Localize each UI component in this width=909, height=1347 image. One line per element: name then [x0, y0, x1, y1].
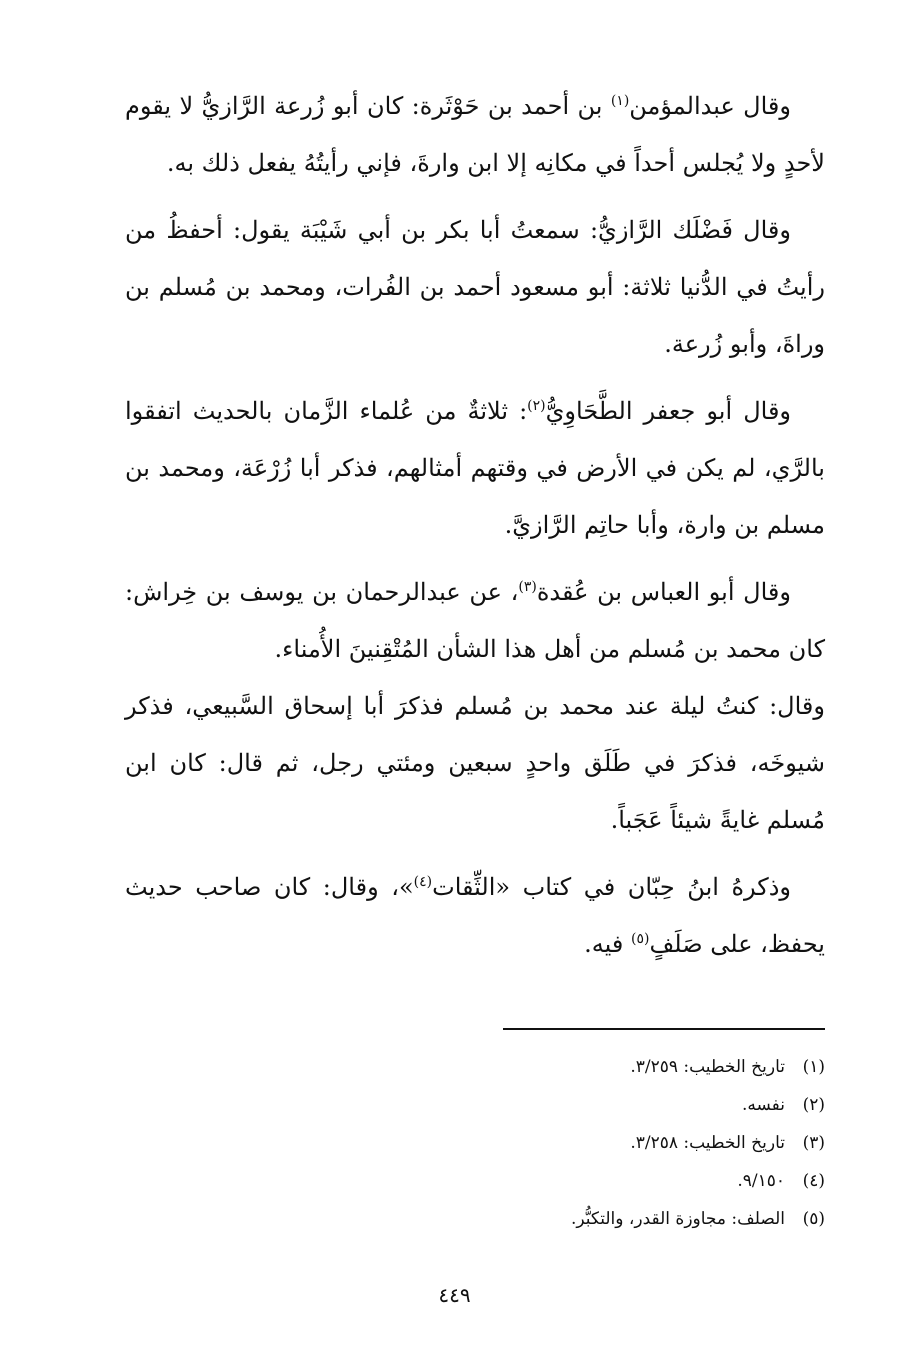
paragraph-4 [125, 564, 825, 678]
paragraph-text: وقال عبدالمؤمن [629, 92, 791, 120]
footnote-text: ٩/١٥٠. [737, 1171, 785, 1191]
footnotes [125, 1048, 825, 1238]
footnote-number: (٤) [802, 1171, 825, 1191]
footnote-ref: (٢) [527, 398, 546, 414]
footnote-ref: (١) [610, 93, 630, 109]
paragraph-text: ، عن عبدالرحمان بن يوسف بن خِراش: كان محمد بن مُسلم من أهل هذا الشأن المُتْقِنينَ الأُمناء. [125, 578, 825, 663]
footnote-number: (٢) [802, 1095, 825, 1115]
paragraph-text: وقال أبو العباس بن عُقدة [536, 578, 791, 606]
paragraph-3 [125, 383, 825, 554]
footnote-item [125, 1086, 825, 1124]
paragraph-text: »، وقال: كان صاحب حديث يحفظ، على صَلَفٍ [125, 873, 825, 958]
paragraph-text: وقال فَضْلَك الرَّازيُّ: سمعتُ أبا بكر بن أبي شَيْبَة يقول: أحفظُ من رأيتُ في الدُّنيا ثلاثة: أبو مسعود أحمد بن الفُرات، ومحمد بن مُسلم بن وراةَ، وأبو زُرعة. [125, 216, 825, 358]
paragraph-text: فيه. [584, 930, 631, 958]
footnote-ref: (٥) [630, 931, 650, 947]
paragraph-text: : ثلاثةٌ من عُلماء الزَّمان بالحديث اتفقوا بالرَّي، لم يكن في الأرض في وقتهم أمثالهم، فذكر أبا زُرْعَة، ومحمد بن مسلم بن وارة، وأبا حاتِم الرَّازيَّ. [125, 397, 825, 539]
page-number: ٤٤٩ [438, 1283, 471, 1307]
paragraph-text: وقال أبو جعفر الطَّحَاوِيُّ [545, 397, 792, 425]
footnote-item [125, 1048, 825, 1086]
footnote-text: تاريخ الخطيب: ٣/٢٥٨. [630, 1133, 785, 1153]
footnote-item [125, 1200, 825, 1238]
paragraph-text: وذكرهُ ابنُ حِبّان في كتاب «الثِّقات [432, 873, 791, 901]
paragraph-6 [125, 859, 825, 973]
paragraph-5 [125, 678, 825, 849]
footnote-text: تاريخ الخطيب: ٣/٢٥٩. [630, 1057, 785, 1077]
footnote-text: نفسه. [741, 1095, 785, 1115]
footnote-number: (٣) [802, 1133, 825, 1153]
footnote-text: الصلف: مجاوزة القدر، والتكبُّر. [570, 1209, 785, 1229]
footnote-item [125, 1162, 825, 1200]
paragraph-text: وقال: كنتُ ليلة عند محمد بن مُسلم فذكرَ أبا إسحاق السَّبيعي، فذكر شيوخَه، فذكرَ في طَلَق واحدٍ سبعين ومئتي رجل، ثم قال: كان ابن مُسلم غايةً شيئاً عَجَباً. [125, 692, 825, 834]
footnote-ref: (٣) [518, 579, 537, 595]
footnote-number: (٥) [802, 1209, 825, 1229]
paragraph-1 [125, 78, 825, 192]
footnote-separator [503, 1028, 825, 1030]
footnote-ref: (٤) [413, 874, 433, 890]
paragraph-2 [125, 202, 825, 373]
footnote-item [125, 1124, 825, 1162]
paragraph-text: بن أحمد بن حَوْثَرة: كان أبو زُرعة الرَّازيُّ لا يقوم لأحدٍ ولا يُجلس أحداً في مكانِه إلا ابن وارةَ، فإني رأيتُهُ يفعل ذلك به. [125, 92, 825, 177]
footnote-number: (١) [802, 1057, 825, 1077]
main-text [125, 78, 825, 983]
